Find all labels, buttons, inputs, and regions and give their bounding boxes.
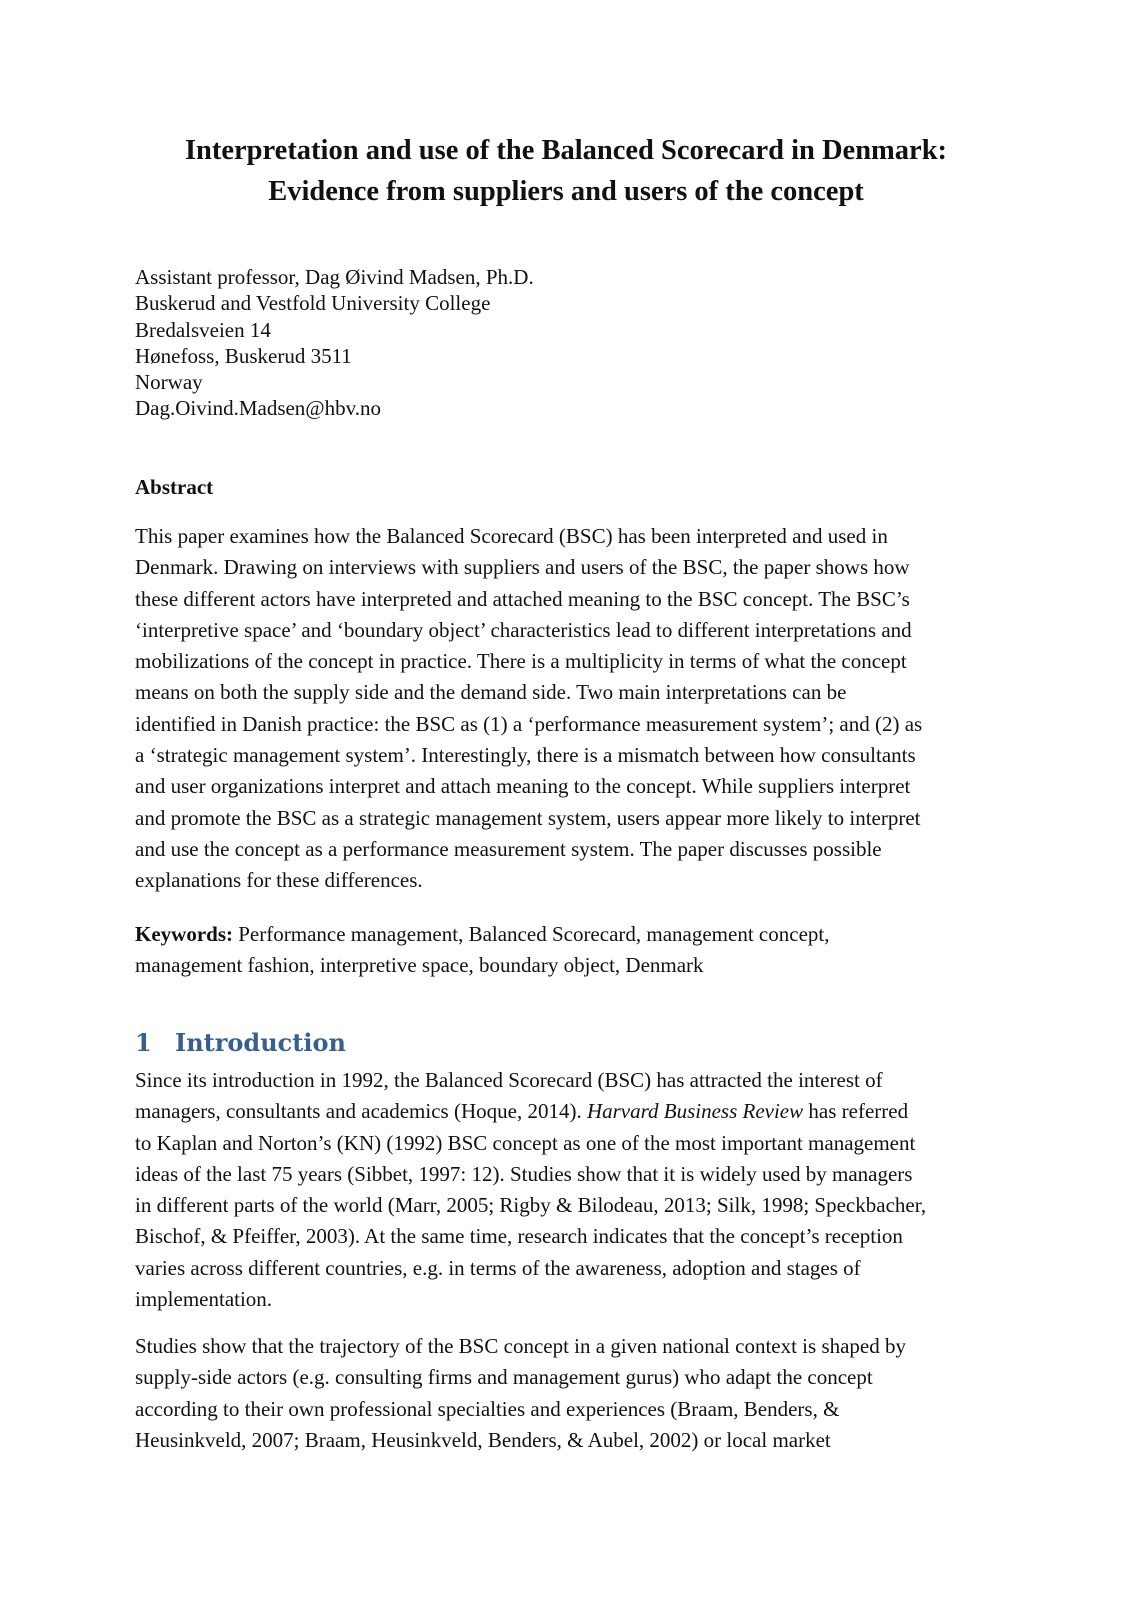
intro-line: according to their own professional specialties and experiences (Braam, Benders, & (135, 1396, 840, 1421)
abstract-line: and user organizations interpret and attach meaning to the concept. While suppliers interpret (135, 774, 911, 799)
section-title: Introduction (175, 1028, 346, 1057)
abstract-line: mobilizations of the concept in practice. There is a multiplicity in terms of what the concept (135, 649, 907, 674)
abstract-line: a ‘strategic management system’. Interestingly, there is a mismatch between how consultants (135, 743, 916, 768)
keywords-line: management fashion, interpretive space, boundary object, Denmark (135, 953, 704, 978)
journal-title: Harvard Business Review (586, 1099, 804, 1124)
intro-line: Bischof, & Pfeiffer, 2003). At the same time, research indicates that the concept’s reception (135, 1224, 903, 1249)
keywords-paragraph (135, 919, 829, 982)
section-number: 1 (135, 1028, 152, 1057)
intro-line: varies across different countries, e.g. in terms of the awareness, adoption and stages of (135, 1255, 861, 1280)
author-name: Assistant professor, Dag Øivind Madsen, Ph.D. (135, 265, 534, 289)
intro-line: supply-side actors (e.g. consulting firms and management gurus) who adapt the concept (135, 1365, 873, 1390)
intro-paragraph-2 (135, 1331, 906, 1456)
abstract-line: and promote the BSC as a strategic management system, users appear more likely to interpret (135, 805, 921, 830)
author-info (135, 264, 534, 422)
abstract-paragraph (135, 521, 922, 897)
abstract-line: identified in Danish practice: the BSC as (1) a ‘performance measurement system’; and (2) as (135, 711, 923, 736)
intro-paragraph-1 (135, 1065, 926, 1315)
intro-line (135, 1096, 926, 1127)
intro-line: Studies show that the trajectory of the BSC concept in a given national context is shaped by (135, 1334, 907, 1358)
intro-line: to Kaplan and Norton’s (KN) (1992) BSC concept as one of the most important management (135, 1130, 916, 1155)
author-street: Bredalsveien 14 (135, 317, 271, 342)
intro-text: managers, consultants and academics (Hoque, 2014). (135, 1099, 587, 1124)
section-heading-introduction (135, 1028, 346, 1058)
author-country: Norway (135, 370, 203, 395)
abstract-line: means on both the supply side and the demand side. Two main interpretations can be (135, 680, 847, 705)
keywords-text: Performance management, Balanced Scorecard, management concept, (233, 922, 830, 946)
author-affiliation: Buskerud and Vestfold University College (135, 291, 491, 316)
keywords-line (135, 919, 829, 950)
abstract-line: This paper examines how the Balanced Scorecard (BSC) has been interpreted and used in (135, 524, 888, 548)
abstract-line: these different actors have interpreted and attached meaning to the BSC concept. The BSC’s (135, 586, 910, 611)
author-email: Dag.Oivind.Madsen@hbv.no (135, 396, 382, 421)
abstract-line: explanations for these differences. (135, 868, 423, 893)
paper-title (100, 130, 1032, 212)
intro-line: Heusinkveld, 2007; Braam, Heusinkveld, Benders, & Aubel, 2002) or local market (135, 1427, 831, 1452)
intro-line: in different parts of the world (Marr, 2005; Rigby & Bilodeau, 2013; Silk, 1998; Speckbacher, (135, 1193, 927, 1218)
abstract-line: and use the concept as a performance measurement system. The paper discusses possible (135, 836, 882, 861)
abstract-heading: Abstract (135, 475, 214, 499)
keywords-label: Keywords: (135, 922, 233, 946)
abstract-line: Denmark. Drawing on interviews with suppliers and users of the BSC, the paper shows how (135, 555, 910, 580)
intro-text: has referred (803, 1099, 909, 1124)
abstract-line: ‘interpretive space’ and ‘boundary object’ characteristics lead to different interpretations and (135, 617, 912, 642)
title-line-2: Evidence from suppliers and users of the concept (268, 176, 864, 207)
author-city: Hønefoss, Buskerud 3511 (135, 343, 352, 368)
intro-line: ideas of the last 75 years (Sibbet, 1997: 12). Studies show that it is widely used by managers (135, 1161, 913, 1186)
intro-line: Since its introduction in 1992, the Balanced Scorecard (BSC) has attracted the interest of (135, 1068, 883, 1092)
title-line-1: Interpretation and use of the Balanced Scorecard in Denmark: (184, 135, 948, 166)
intro-line: implementation. (135, 1287, 273, 1312)
